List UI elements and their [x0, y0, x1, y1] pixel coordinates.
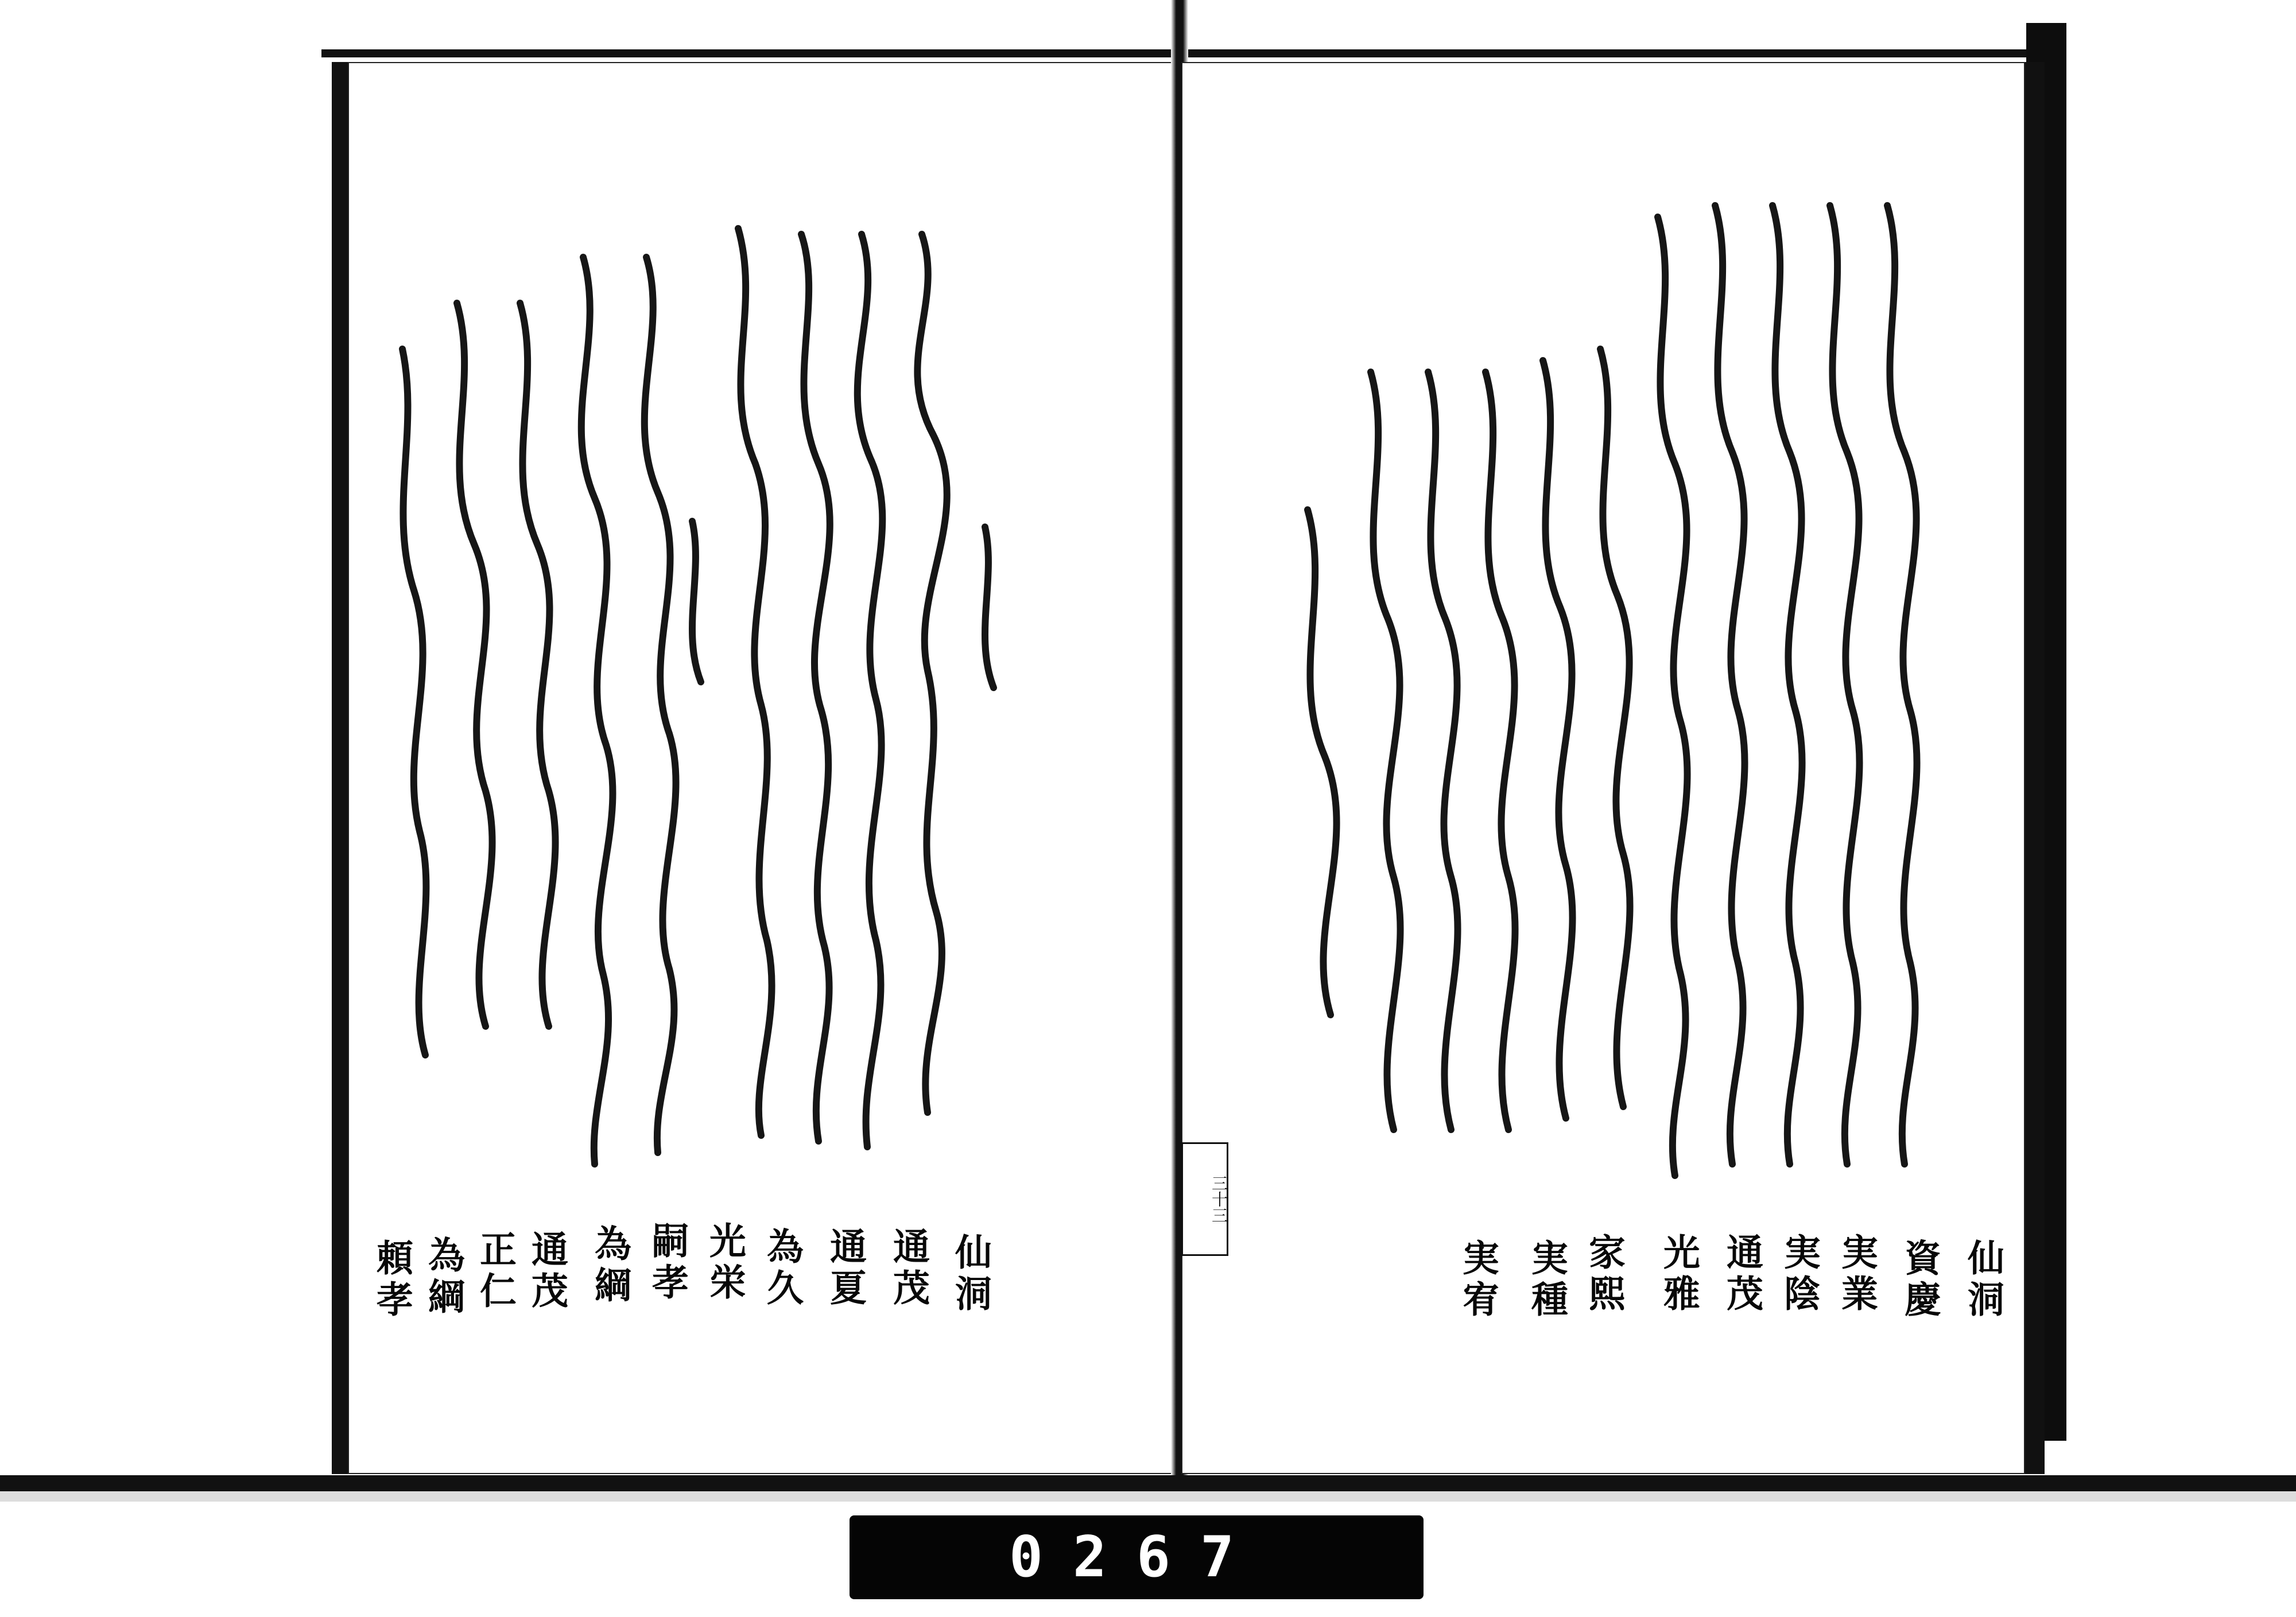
poet-name: 資慶: [1898, 1239, 1941, 1321]
poet-name: 正仁: [474, 1230, 517, 1313]
poet-name: 頼孝: [370, 1239, 413, 1321]
poet-name: 光栄: [703, 1222, 746, 1304]
poet-name: 通茂: [887, 1227, 930, 1310]
poet-name: 家熙: [1583, 1233, 1626, 1316]
poet-name: 嗣孝: [646, 1222, 689, 1304]
bottom-book-shadow: [0, 1475, 2296, 1491]
poet-name: 仙洞: [949, 1233, 992, 1316]
poet-name: 為綱: [422, 1236, 465, 1319]
poet-name: 実陰: [1778, 1233, 1821, 1316]
right-page: [1181, 62, 2045, 1474]
left-page: [332, 62, 1192, 1474]
poet-name: 通茂: [525, 1230, 568, 1313]
poet-name: 実宥: [1456, 1239, 1499, 1321]
poet-name: 為久: [761, 1227, 804, 1310]
scan-stripe: [0, 1491, 2296, 1502]
frame-number-label: 0267: [850, 1515, 1424, 1599]
poet-name: 為綱: [588, 1224, 631, 1307]
poet-name: 実業: [1835, 1233, 1878, 1316]
poet-name: 通茂: [1720, 1233, 1763, 1316]
poet-name: 通夏: [824, 1227, 867, 1310]
poet-name: 光雅: [1657, 1233, 1700, 1316]
poet-name: 実種: [1525, 1239, 1568, 1321]
folio-marker: 三十三: [1181, 1142, 1228, 1256]
poet-name: 仙洞: [1961, 1239, 2004, 1321]
